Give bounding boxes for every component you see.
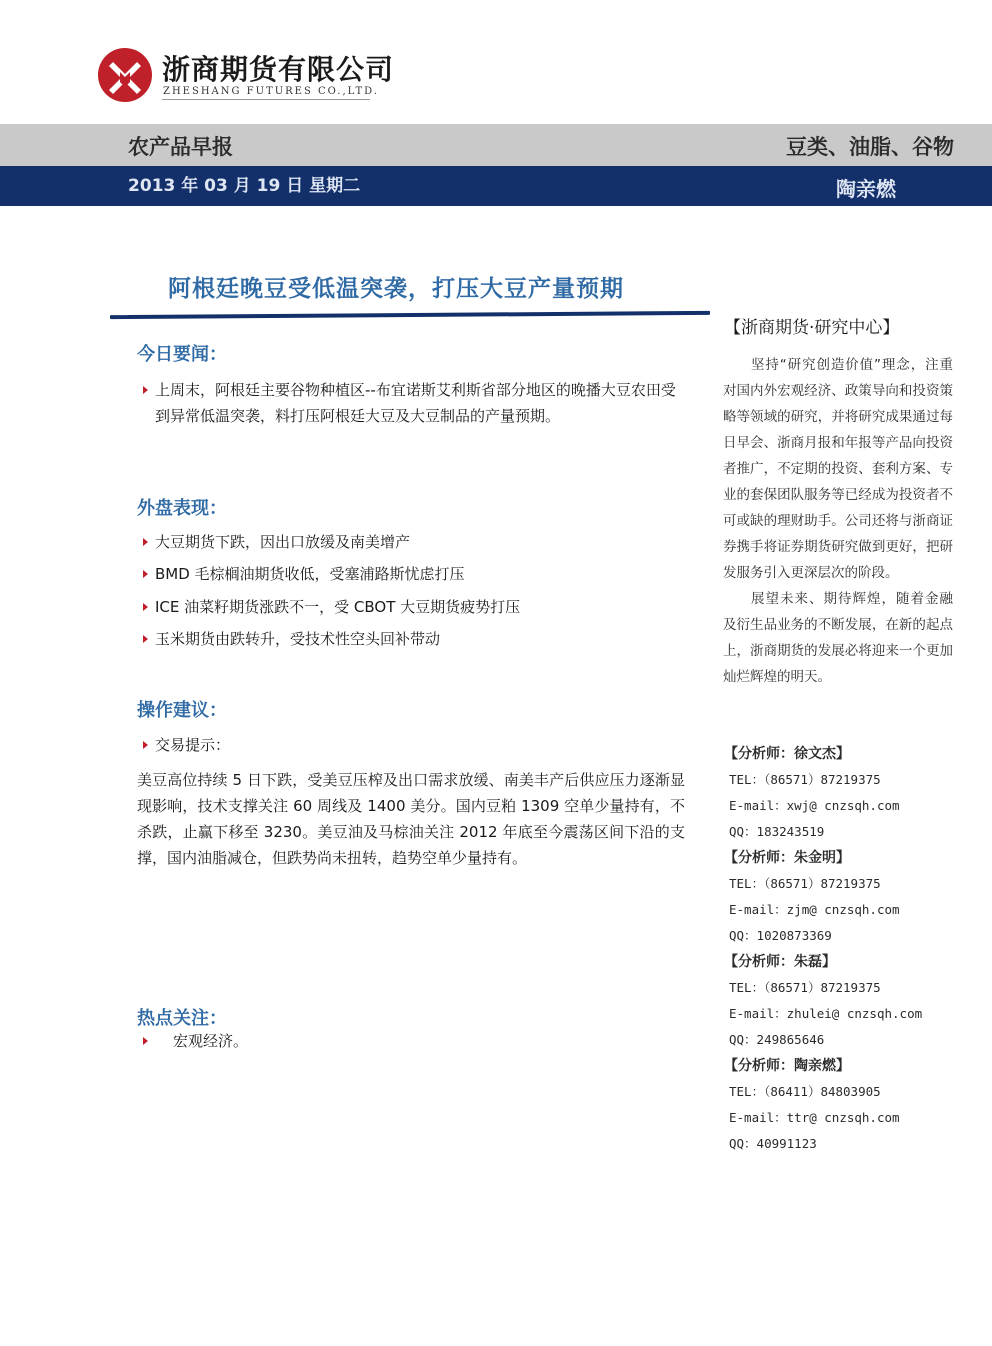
list-item-text: 玉米期货由跌转升，受技术性空头回补带动 — [155, 630, 441, 648]
bullet-arrow-icon — [143, 635, 148, 643]
report-author: 陶亲燃 — [836, 177, 896, 201]
analyst-name: 【分析师：陶亲燃】 — [724, 1058, 850, 1074]
analyst-qq: QQ：1020873369 — [729, 928, 832, 943]
sidebar-intro — [723, 352, 953, 690]
headline: 阿根廷晚豆受低温突袭，打压大豆产量预期 — [168, 276, 624, 302]
section-title-hotspot: 热点关注： — [137, 1008, 227, 1029]
list-item — [143, 626, 688, 652]
analyst-email[interactable]: E-mail：zhulei@ cnzsqh.com — [729, 1006, 923, 1021]
list-item — [143, 377, 688, 429]
analyst-email[interactable]: E-mail：zjm@ cnzsqh.com — [729, 902, 900, 917]
analyst-tel: TEL：（86411）84803905 — [729, 1084, 881, 1099]
bullet-arrow-icon — [143, 1037, 148, 1045]
sidebar-intro-paragraph: 坚持“研究创造价值”理念，注重对国内外宏观经济、政策导向和投资策略等领域的研究，并将研究成果通过每日早会、浙商月报和年报等产品向投资者推广，不定期的投资、套利方案、专业的套保团队服务等已经成为投资者不可或缺的理财助手。公司还将与浙商证券携手将证券期货研究做到更好，把研发服务引入更深层次的阶段。 — [723, 357, 953, 581]
bullet-arrow-icon — [143, 603, 148, 611]
analyst-tel: TEL：（86571）87219375 — [729, 980, 881, 995]
analyst-contact — [724, 1053, 974, 1157]
analyst-qq: QQ：249865646 — [729, 1032, 825, 1047]
list-item — [143, 732, 688, 758]
list-item — [143, 529, 688, 555]
analyst-qq: QQ：183243519 — [729, 824, 825, 839]
analyst-name: 【分析师：朱金明】 — [724, 850, 850, 866]
report-sector: 豆类、油脂、谷物 — [786, 135, 954, 159]
list-item-text: 宏观经济。 — [173, 1032, 249, 1050]
list-item-text: 大豆期货下跌，因出口放缓及南美增产 — [155, 533, 411, 551]
bullet-arrow-icon — [143, 570, 148, 578]
sidebar-title: 【浙商期货·研究中心】 — [724, 318, 900, 338]
company-name-en: ZHESHANG FUTURES CO.,LTD. — [163, 86, 379, 97]
report-date: 2013 年 03 月 19 日 星期二 — [128, 176, 361, 196]
analyst-contact — [724, 845, 974, 949]
list-item-text: ICE 油菜籽期货涨跌不一，受 CBOT 大豆期货疲势打压 — [155, 598, 521, 616]
analyst-contact — [724, 741, 974, 845]
section-title-external: 外盘表现： — [137, 498, 227, 519]
bullet-arrow-icon — [143, 386, 148, 394]
analyst-tel: TEL：（86571）87219375 — [729, 876, 881, 891]
bullet-arrow-icon — [143, 741, 148, 749]
list-item-text: 上周末，阿根廷主要谷物种植区--布宜诺斯艾利斯省部分地区的晚播大豆农田受到异常低温突袭，料打压阿根廷大豆及大豆制品的产量预期。 — [155, 381, 676, 425]
list-item-text: BMD 毛棕榈油期货收低，受塞浦路斯忧虑打压 — [155, 565, 465, 583]
analyst-name: 【分析师：徐文杰】 — [724, 746, 850, 762]
sidebar-intro-paragraph: 展望未来、期待辉煌，随着金融及衍生品业务的不断发展，在新的起点上，浙商期货的发展必将迎来一个更加灿烂辉煌的明天。 — [723, 591, 953, 685]
report-type: 农产品早报 — [128, 135, 233, 159]
analyst-email[interactable]: E-mail：xwj@ cnzsqh.com — [729, 798, 900, 813]
list-item-text: 交易提示： — [155, 736, 231, 754]
advice-paragraph: 美豆高位持续 5 日下跌，受美豆压榨及出口需求放缓、南美丰产后供应压力逐渐显现影响，技术支撑关注 60 周线及 1400 美分。国内豆粕 1309 空单少量持有，不杀跌，止赢下移至 3230。美豆油及马棕油关注 2012 年底至今震荡区间下沿的支撑，国内油脂减仓，但跌势尚未扭转，趋势空单少量持有。 — [137, 771, 685, 867]
headline-divider — [110, 311, 710, 319]
list-item — [143, 1028, 688, 1054]
company-name-cn: 浙商期货有限公司 — [162, 53, 395, 86]
analyst-contact — [724, 949, 974, 1053]
section-title-today-news: 今日要闻： — [137, 344, 227, 365]
list-item — [143, 594, 688, 620]
company-name-divider — [162, 99, 370, 100]
analyst-tel: TEL：（86571）87219375 — [729, 772, 881, 787]
analyst-email[interactable]: E-mail：ttr@ cnzsqh.com — [729, 1110, 900, 1125]
analyst-qq: QQ：40991123 — [729, 1136, 817, 1151]
list-item — [143, 561, 688, 587]
section-title-advice: 操作建议： — [137, 700, 227, 721]
company-logo-icon — [96, 46, 154, 104]
analyst-name: 【分析师：朱磊】 — [724, 954, 836, 970]
bullet-arrow-icon — [143, 538, 148, 546]
